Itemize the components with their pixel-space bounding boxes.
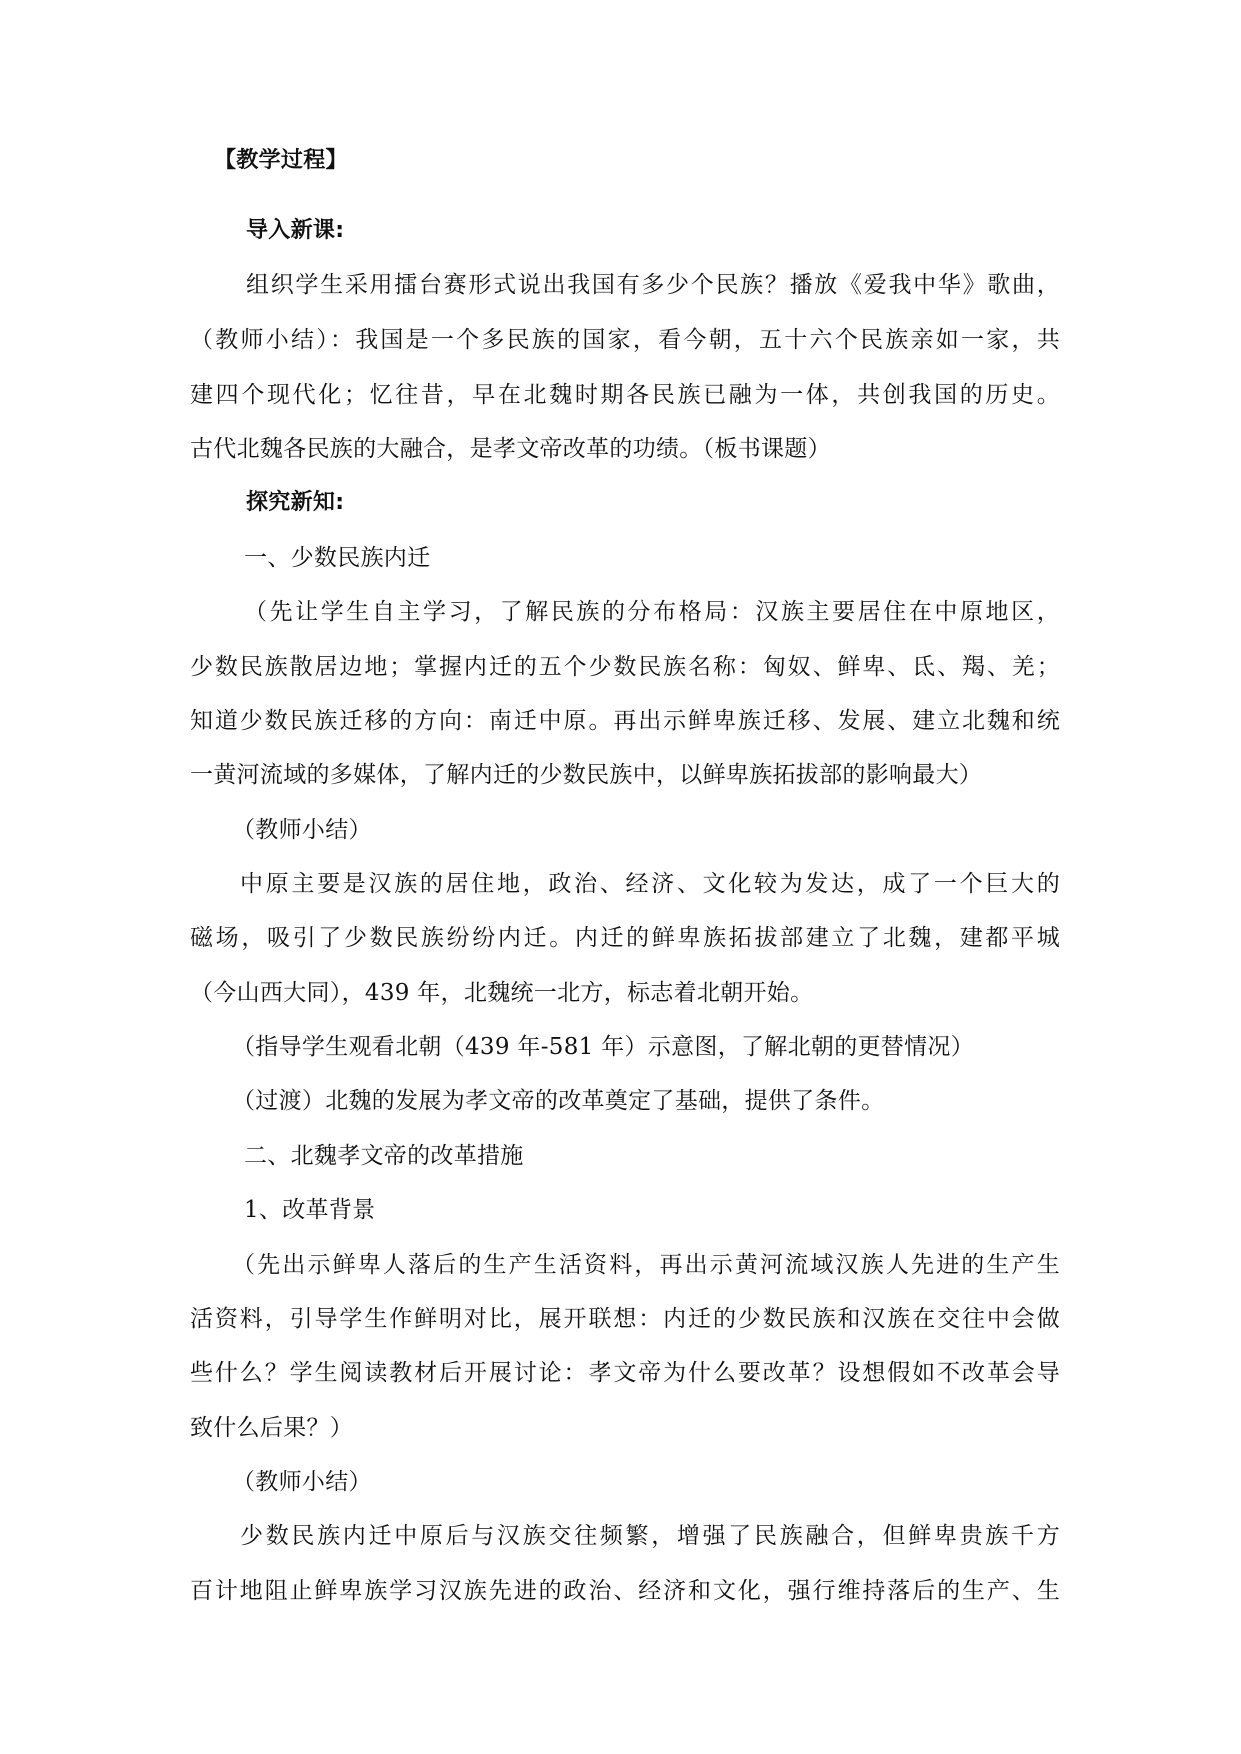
paragraph-line: 少数民族散居边地；掌握内迁的五个少数民族名称：匈奴、鲜卑、氐、羯、羌； <box>190 654 1060 680</box>
paragraph-line: 少数民族内迁中原后与汉族交往频繁，增强了民族融合，但鲜卑贵族千方 <box>240 1523 1060 1549</box>
paragraph-line: 中原主要是汉族的居住地，政治、经济、文化较为发达，成了一个巨大的 <box>240 871 1060 897</box>
paragraph-line: 活资料，引导学生作鲜明对比，展开联想：内迁的少数民族和汉族在交往中会做 <box>190 1306 1060 1332</box>
paragraph-line: 百计地阻止鲜卑族学习汉族先进的政治、经济和文化，强行维持落后的生产、生 <box>190 1578 1060 1604</box>
paragraph-line: 些什么？学生阅读教材后开展讨论：孝文帝为什么要改革？设想假如不改革会导 <box>190 1360 1060 1386</box>
section-title: 二、北魏孝文帝的改革措施 <box>244 1143 524 1169</box>
section-title: 一、少数民族内迁 <box>244 545 431 571</box>
paragraph-line: （先让学生自主学习，了解民族的分布格局：汉族主要居住在中原地区， <box>244 599 1060 625</box>
paragraph-line: 组织学生采用擂台赛形式说出我国有多少个民族？播放《爱我中华》歌曲， <box>246 272 1060 298</box>
summary-label: （教师小结） <box>232 1469 372 1495</box>
subsection-title: 1、改革背景 <box>244 1197 376 1223</box>
explore-label: 探究新知: <box>246 490 345 515</box>
paragraph-line: （先出示鲜卑人落后的生产生活资料，再出示黄河流域汉族人先进的生产生 <box>232 1252 1060 1278</box>
paragraph-line: （教师小结）：我国是一个多民族的国家，看今朝，五十六个民族亲如一家，共 <box>190 327 1060 353</box>
paragraph-line: 建四个现代化；忆往昔，早在北魏时期各民族已融为一体，共创我国的历史。 <box>190 382 1060 408</box>
paragraph-line: 致什么后果？） <box>190 1415 354 1441</box>
paragraph-line: （过渡）北魏的发展为孝文帝的改革奠定了基础，提供了条件。 <box>232 1088 885 1114</box>
paragraph-line: 古代北魏各民族的大融合，是孝文帝改革的功绩。（板书课题） <box>190 436 831 462</box>
paragraph-line: （今山西大同），439 年，北魏统一北方，标志着北朝开始。 <box>190 980 814 1006</box>
paragraph-line: 知道少数民族迁移的方向：南迁中原。再出示鲜卑族迁移、发展、建立北魏和统 <box>190 708 1060 734</box>
intro-label: 导入新课: <box>246 218 345 243</box>
section-heading: 【教学过程】 <box>214 148 348 173</box>
paragraph-line: （指导学生观看北朝（439 年-581 年）示意图，了解北朝的更替情况） <box>232 1034 974 1060</box>
summary-label: （教师小结） <box>232 817 372 843</box>
paragraph-line: 一黄河流域的多媒体，了解内迁的少数民族中，以鲜卑族拓拔部的影响最大） <box>190 762 983 788</box>
paragraph-line: 磁场，吸引了少数民族纷纷内迁。内迁的鲜卑族拓拔部建立了北魏，建都平城 <box>190 925 1060 951</box>
